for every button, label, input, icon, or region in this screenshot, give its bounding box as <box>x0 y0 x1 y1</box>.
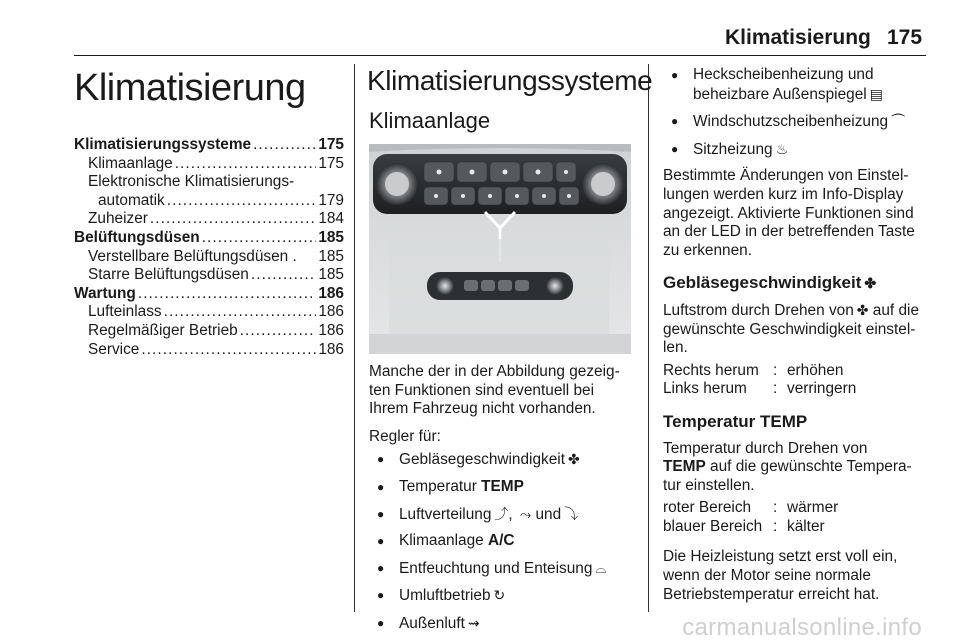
running-header-title: Klimatisierung <box>725 26 871 49</box>
toc-label: Starre Belüftungsdüsen <box>88 266 249 284</box>
definition-row: Rechts herum : erhöhen <box>663 361 844 379</box>
toc-entry[interactable] <box>74 192 344 211</box>
fan-icon: ✤ <box>864 275 877 292</box>
toc-label: Belüftungsdüsen <box>74 228 200 246</box>
header-rule <box>74 55 926 56</box>
column-divider-2 <box>648 64 649 612</box>
list-item: ● Heckscheibenheizung und beheizbare Außenspiegel ▤ <box>663 66 928 104</box>
toc-column <box>74 60 344 359</box>
paragraph-line: gewünschte Geschwindigkeit einstel- <box>663 320 916 338</box>
column-divider-1 <box>354 64 355 612</box>
regler-label: Regler für: <box>369 427 441 445</box>
caption-line: ten Funktionen sind eventuell bei <box>369 381 595 399</box>
toc-entry[interactable] <box>74 155 344 174</box>
list-item: ● Außenluft ⇝ <box>369 614 634 634</box>
toc-page: 185 <box>318 266 344 284</box>
toc-label: automatik <box>98 191 165 209</box>
paragraph-line: tur einstellen. <box>663 476 755 494</box>
recirculation-icon: ↻ <box>493 587 506 604</box>
toc-page: 186 <box>318 284 344 302</box>
rear-defrost-icon: ▤ <box>869 85 883 102</box>
toc-page: 175 <box>318 154 344 172</box>
toc-label: Wartung <box>74 284 136 302</box>
paragraph-line: Betriebstemperatur erreicht hat. <box>663 585 880 603</box>
toc-page: 185 <box>318 228 344 246</box>
definition-row: Links herum : verringern <box>663 380 857 398</box>
toc-label: Verstellbare Belüftungsdüsen . <box>88 247 297 265</box>
caption-line: Manche der in der Abbildung gezeig- <box>369 363 620 380</box>
feature-list <box>663 66 928 159</box>
toc-label: Regelmäßiger Betrieb <box>88 321 238 339</box>
paragraph-line: wenn der Motor seine normale <box>663 567 871 585</box>
watermark: carmanualsonline.info <box>682 614 922 641</box>
toc-entry[interactable] <box>74 248 344 267</box>
list-item: ● Windschutzscheibenheizung ⏜ <box>663 112 928 132</box>
chapter-title: Klimatisierung <box>74 67 306 109</box>
table-of-contents <box>74 136 344 359</box>
list-item: ● Luftverteilung ⤴, ⤳ und ⤵ <box>369 505 634 525</box>
toc-entry[interactable] <box>74 341 344 360</box>
heading-temperature: Temperatur TEMP <box>663 411 808 431</box>
toc-entry[interactable] <box>74 173 344 192</box>
list-item: ● Umluftbetrieb ↻ <box>369 586 634 606</box>
toc-label: Zuheizer <box>88 210 148 228</box>
subsection-title: Klimaanlage <box>369 108 491 133</box>
section-column <box>367 60 653 642</box>
temperature-range-list <box>663 499 928 536</box>
list-item: ● Klimaanlage A/C <box>369 532 634 551</box>
toc-label: Service <box>88 340 140 358</box>
list-item: ● Gebläsegeschwindigkeit ✤ <box>369 450 634 470</box>
toc-page: 179 <box>318 191 344 209</box>
paragraph-line: Temperatur durch Drehen von <box>663 439 868 457</box>
toc-page: 186 <box>318 340 344 358</box>
toc-entry[interactable] <box>74 229 344 248</box>
toc-entry[interactable] <box>74 322 344 341</box>
caption-line: Ihrem Fahrzeug nicht vorhanden. <box>369 400 596 418</box>
paragraph-line: len. <box>663 339 688 357</box>
control-list <box>369 450 634 633</box>
air-distribution-foot-icon: ⤵ <box>564 505 579 522</box>
fan-icon: ✤ <box>856 301 869 318</box>
list-item: ● Entfeuchtung und Enteisung ⌓ <box>369 559 634 579</box>
list-item: ● Sitzheizung ♨ <box>663 140 928 160</box>
toc-entry[interactable] <box>74 210 344 229</box>
outside-air-icon: ⇝ <box>467 614 480 631</box>
fan-icon: ✤ <box>567 451 580 468</box>
paragraph-line: angezeigt. Aktivierte Funktionen sind <box>663 204 914 222</box>
toc-label: Klimatisierungssysteme <box>74 136 252 153</box>
toc-entry[interactable] <box>74 303 344 322</box>
toc-entry[interactable] <box>74 266 344 285</box>
toc-label: Elektronische Klimatisierungs- <box>88 173 295 191</box>
paragraph-line: lungen werden kurz im Info-Display <box>663 185 904 203</box>
front-defrost-icon: ⌓ <box>595 559 607 576</box>
toc-label: Klimaanlage <box>88 154 173 172</box>
paragraph-line: Bestimmte Änderungen von Einstel- <box>663 167 909 185</box>
paragraph-line: zu erkennen. <box>663 241 752 259</box>
toc-page: 175 <box>318 136 344 153</box>
air-distribution-head-icon: ⤳ <box>519 505 532 522</box>
paragraph-line: Die Heizleistung setzt erst voll ein, <box>663 548 898 566</box>
toc-page: 186 <box>318 303 344 321</box>
paragraph-line: Luftstrom durch Drehen von ✤ auf die <box>663 301 920 319</box>
toc-entry[interactable] <box>74 285 344 304</box>
paragraph-line: TEMP auf die gewünschte Tempera- <box>663 458 912 476</box>
air-distribution-windscreen-icon: ⤴ <box>494 505 509 522</box>
seat-heating-icon: ♨ <box>775 140 789 157</box>
toc-page: 184 <box>318 210 344 228</box>
heading-fan-speed: Gebläsegeschwindigkeit ✤ <box>663 273 877 293</box>
page-number: 175 <box>887 26 923 49</box>
definition-row: roter Bereich : wärmer <box>663 499 839 517</box>
definition-row: blauer Bereich : kälter <box>663 517 825 535</box>
toc-label: Lufteinlass <box>88 303 162 321</box>
fan-direction-list <box>663 362 928 399</box>
toc-page: 186 <box>318 321 344 339</box>
text-column <box>663 60 928 604</box>
paragraph-line: an der LED in der betreffenden Taste <box>663 223 915 241</box>
toc-page: 185 <box>318 247 344 265</box>
windscreen-heating-icon: ⏜ <box>891 113 905 130</box>
list-item: ● Temperatur TEMP <box>369 478 634 497</box>
toc-entry[interactable] <box>74 136 344 155</box>
section-title: Klimatisierungssysteme <box>367 65 653 96</box>
climate-control-photo <box>369 144 631 354</box>
